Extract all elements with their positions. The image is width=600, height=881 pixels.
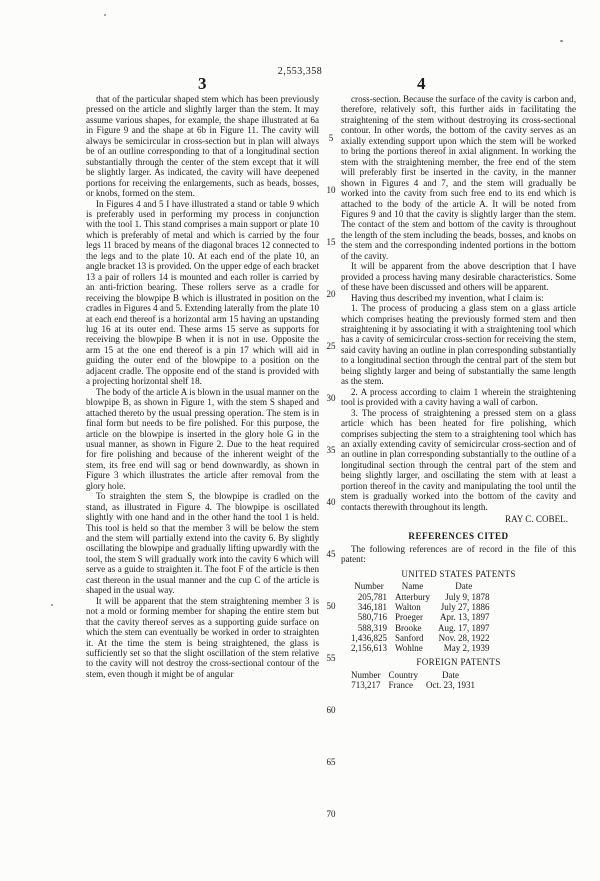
name-cell: Brooke — [395, 622, 422, 633]
table-row — [347, 612, 494, 622]
scan-speck — [51, 604, 53, 606]
name-cell: Wohlne — [395, 643, 423, 654]
column-header: Date — [455, 581, 473, 592]
date-cell: July 27, 1886 — [440, 601, 490, 612]
paragraph: It will be apparent from the above description that I have provided a process having many desirable characteristics. Some of these have been discussed and others will be apparent. — [341, 261, 576, 293]
column-header: Name — [401, 581, 424, 592]
line-number: 70 — [326, 809, 336, 819]
table-row — [347, 643, 494, 653]
line-number: 10 — [326, 185, 336, 195]
patent-number-cell: 1,436,825 — [351, 632, 387, 643]
paragraph: It will be apparent that the stem straightening member 3 is not a mold or forming member for shaping the entire stem but that the cavity thereof serves as a supporting guide surface on which the stem can eventually be worked in order to straighten it. At the time the stem is being straightened, the glass is sufficiently set so that the slight oscillation of the stem relative to the cavity will not destroy the cross-sectional contour of the stem, even though it might be of angular — [86, 595, 319, 679]
claim: 1. The process of producing a glass stem on a glass article which comprises heating the previously formed stem and then straightening it by associating it with a straightening tool which has a cavity of semicircular cross-section for receiving the stem, said cavity having an outline in plan corresponding substantially to a longitudinal section through the central part of the stem but being slightly larger and being of substantially the same length as the stem. — [341, 303, 576, 387]
line-number: 60 — [326, 705, 336, 715]
date-cell: Oct. 23, 1931 — [426, 680, 476, 691]
right-column-number: 4 — [417, 74, 426, 93]
line-number: 40 — [326, 497, 336, 507]
paragraph: cross-section. Because the surface of the cavity is carbon and, therefore, relatively soft, this further aids in facilitating the straightening of the stem without destroying its cross-sectional contour. In other words, the bottom of the cavity serves as an axially extending support upon which the stem will be worked to bring the portions thereof in axial alignment. In working the stem with the straightening member, the free end of the stem will preferably first be inserted in the cavity, in the manner shown in Figures 4 and 7, and the stem will gradually be worked into the cavity from such free end to its end which is attached to the body of the article A. It will be noted from Figures 9 and 10 that the cavity is slightly larger than the stem. The contact of the stem and bottom of the cavity is throughout the length of the stem including the beads, bosses, and knobs on the stem and the corresponding indented portions in the bottom of the cavity. — [341, 94, 576, 261]
claim: 3. The process of straightening a pressed stem on a glass article which has been heated for fire polishing, which comprises subjecting the stem to a straightening tool which has an axially extending cavity of semicircular cross-section and of an outline in plan corresponding substantially to the outline of a longitudinal section through the central part of the stem and being slightly larger, and oscillating the stem with at least a portion thereof in the cavity and manipulating the tool until the stem is gradually worked into the bottom of the cavity and contacts therewith throughout its length. — [341, 407, 576, 512]
patent-number-cell: 346,181 — [357, 601, 387, 612]
column-header: Number — [354, 581, 384, 592]
country-cell: France — [388, 680, 413, 691]
claim: 2. A process according to claim 1 wherein the straightening tool is provided with a cavity having a wall of carbon. — [341, 386, 576, 408]
table-row — [347, 592, 494, 602]
paragraph: Having thus described my invention, what I claim is: — [351, 292, 544, 303]
references-heading: REFERENCES CITED — [408, 530, 509, 541]
line-number: 45 — [326, 549, 336, 559]
column-header: Number — [351, 669, 381, 680]
patent-number-cell: 588,319 — [357, 622, 387, 633]
date-cell: Aug. 17, 1897 — [438, 622, 490, 633]
patent-number-cell: 2,156,613 — [351, 643, 387, 654]
date-cell: Apr. 13, 1897 — [440, 612, 490, 623]
line-number: 30 — [326, 393, 336, 403]
name-cell: Walton — [395, 601, 421, 612]
scan-speck — [560, 40, 563, 42]
name-cell: Sanford — [395, 632, 424, 643]
table-row — [347, 602, 494, 612]
table-header-row — [347, 581, 494, 591]
us-patents-table — [347, 581, 494, 653]
column-header: Date — [442, 669, 460, 680]
right-text-column — [341, 94, 576, 691]
line-number: 25 — [326, 341, 336, 351]
references-intro: The following references are of record in the file of this patent: — [341, 544, 576, 565]
line-number: 15 — [326, 237, 336, 247]
line-number: 35 — [326, 445, 336, 455]
foreign-patents-table — [347, 670, 479, 691]
paragraph: In Figures 4 and 5 I have illustrated a stand or table 9 which is preferably used in performing my process in conjunction with the tool 1. This stand comprises a main support or plate 10 which is preferably of metal and which is carried by the four legs 11 braced by means of the diagonal braces 12 connected to the legs and to the plate 10. At each end of the plate 10, an angle bracket 13 is provided. On the upper edge of each bracket 13 a pair of rollers 14 is mounted and each roller is carried by an anti-friction bearing. These rollers serve as a cradle for receiving the blowpipe B which is illustrated in position on the cradles in Figures 4 and 5. Extending laterally from the plate 10 at each end thereof is a horizontal arm 15 having an upstanding lug 16 at its outer end. These arms 15 serve as supports for receiving the blowpipe B when it is not in use. Opposite the arm 15 at the one end thereof is a pin 17 which will aid in guiding the outer end of the blowpipe to a position on the adjacent cradle. The opposite end of the stand is provided with a projecting horizontal shelf 18. — [86, 198, 319, 387]
line-number: 65 — [326, 757, 336, 767]
name-cell: Atterbury — [395, 591, 430, 602]
foreign-patents-heading: FOREIGN PATENTS — [416, 657, 501, 668]
patent-number-cell: 580,716 — [357, 612, 387, 623]
left-column-number: 3 — [198, 74, 207, 93]
scan-speck — [104, 14, 106, 16]
table-row — [347, 633, 494, 643]
inventor-signature: RAY C. COBEL. — [505, 514, 568, 525]
patent-number-cell: 713,217 — [351, 680, 381, 691]
name-cell: Proeger — [395, 612, 423, 623]
line-number: 5 — [328, 133, 334, 143]
line-number: 20 — [326, 289, 336, 299]
patent-number: 2,553,358 — [277, 66, 323, 77]
left-text-column — [86, 94, 319, 679]
date-cell: July 9, 1878 — [445, 591, 490, 602]
paragraph: To straighten the stem S, the blowpipe is cradled on the stand, as illustrated in Figure 4. The blowpipe is oscillated slightly with one hand and in the other hand the tool 1 is held. This tool is held so that the member 3 will be below the stem and the stem will partially extend into the cavity 6. By slightly oscillating the blowpipe and gradually lifting upwardly with the tool, the stem S will gradually work into the cavity 6 which will serve as a guide to straighten it. The foot F of the article is then cast thereon in the usual manner and the cup C of the article is shaped in the usual way. — [86, 491, 319, 596]
us-patents-heading: UNITED STATES PATENTS — [401, 568, 516, 579]
table-row — [347, 680, 479, 690]
column-header: Country — [388, 669, 419, 680]
patent-number-cell: 205,781 — [357, 591, 387, 602]
line-number: 55 — [326, 653, 336, 663]
line-number: 50 — [326, 601, 336, 611]
table-row — [347, 623, 494, 633]
table-header-row — [347, 670, 479, 680]
date-cell: Nov. 28, 1922 — [438, 632, 490, 643]
date-cell: May 2, 1939 — [443, 643, 490, 654]
paragraph: that of the particular shaped stem which has been previously pressed on the article and slightly larger than the stem. It may assume various shapes, for example, the shape illustrated at 6a in Figure 9 and the shape at 6b in Figure 11. The cavity will always be semicircular in cross-section but in plan will always be of an outline corresponding to that of a longitudinal section substantially through the center of the stem except that it will be slightly larger. As indicated, the cavity will have deepened portions for receiving the enlargements, such as beads, bosses, or knobs, formed on the stem. — [86, 94, 319, 199]
paragraph: The body of the article A is blown in the usual manner on the blowpipe B, as shown in Figure 1, with the stem S shaped and attached thereto by the usual pressing operation. The stem is in final form but needs to be fire polished. For this purpose, the article on the blowpipe is inserted in the glory hole G in the usual manner, as shown in Figure 2. Due to the heat required for fire polishing and because of the inherent weight of the stem, its free end will sag or bend downwardly, as shown in Figure 3 which illustrates the article after removal from the glory hole. — [86, 386, 319, 491]
